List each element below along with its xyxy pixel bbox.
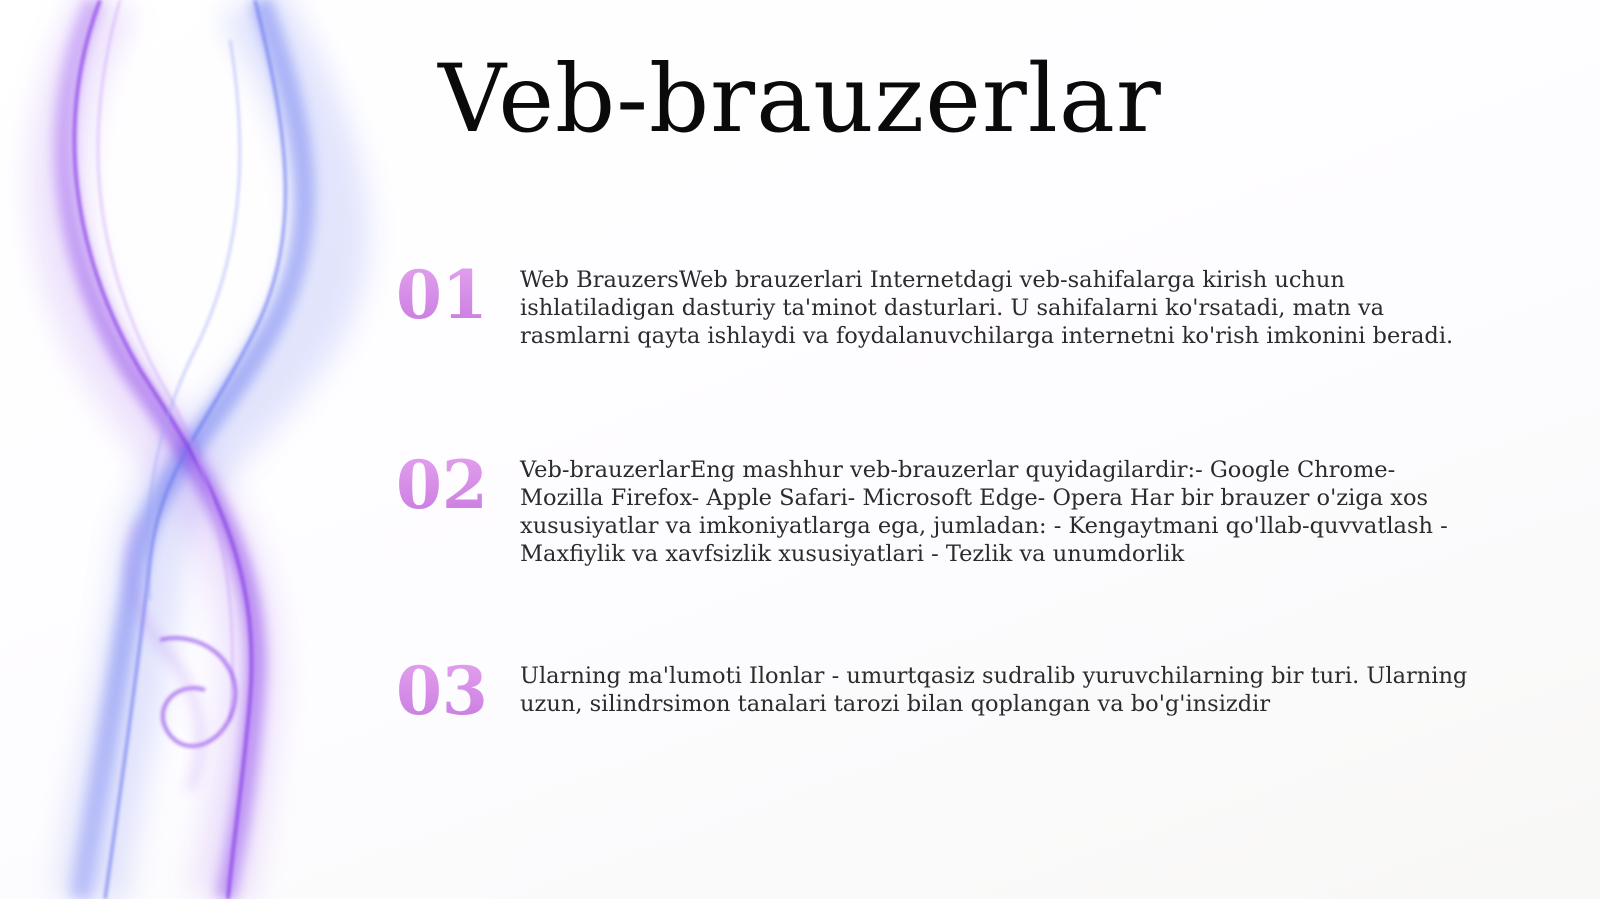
list-item [396, 446, 1476, 568]
item-text: Ularning ma'lumoti Ilonlar - umurtqasiz sudralib yuruvchilarning bir turi. Ularning uzun, silindrsimon tanalari tarozi bilan qoplangan va bo'g'insizdir [520, 663, 1468, 717]
item-text: Veb-brauzerlarEng mashhur veb-brauzerlar quyidagilardir:- Google Chrome- Mozilla Firefox- Apple Safari- Microsoft Edge- Opera Har bir brauzer o'ziga xos xususiyatlar va imkoniyatlarga ega, jumladan: - Kengaytmani qo'llab-quvvatlash - Maxfiylik va xavfsizlik xususiyatlari - Tezlik va unumdorlik [520, 457, 1448, 567]
item-number: 01 [396, 260, 520, 330]
slide-title: Veb-brauzerlar [438, 45, 1162, 154]
list-item [396, 652, 1476, 730]
item-text: Web BrauzersWeb brauzerlari Internetdagi veb-sahifalarga kirish uchun ishlatiladigan dasturiy ta'minot dasturlari. U sahifalarni ko'rsatadi, matn va rasmlarni qayta ishlaydi va foydalanuvchilarga internetni ko'rish imkonini beradi. [520, 267, 1454, 349]
item-number: 03 [396, 656, 520, 726]
list-item [396, 256, 1476, 350]
item-number: 02 [396, 450, 520, 520]
